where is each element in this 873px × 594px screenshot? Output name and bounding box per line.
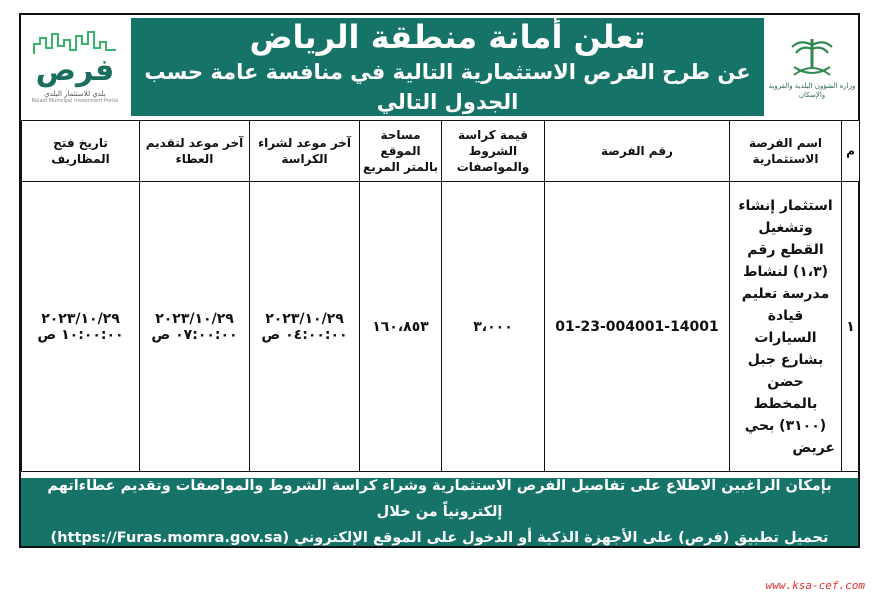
title-banner <box>131 18 764 116</box>
furas-tagline: بلدي للاستثمار البلدي <box>44 90 106 98</box>
booklet-value: ٣،٠٠٠ <box>442 182 545 472</box>
furas-logo-text: فرص <box>35 53 115 88</box>
opportunity-number: 01-23-004001-14001 <box>545 182 730 472</box>
table-row <box>22 182 860 472</box>
booklet-deadline: ٢٠٢٣/١٠/٢٩ ٠٤:٠٠:٠٠ ص <box>250 182 360 472</box>
col-booklet-deadline: آخر موعد لشراء الكراسة <box>250 121 360 182</box>
ministry-logo <box>766 15 858 119</box>
furas-logo <box>21 15 129 119</box>
ministry-name: وزارة الشؤون البلدية والقروية والإسكان <box>768 81 856 99</box>
row-index: ١ <box>842 182 860 472</box>
palm-swords-icon <box>788 35 836 79</box>
col-opportunity-number: رقم الفرصة <box>545 121 730 182</box>
opportunity-name: استثمار إنشاء وتشغيل القطع رقم (١،٣) لنشاط مدرسة تعليم قيادة السيارات بشارع جبل حضن بالمخطط (٣١٠٠) بحي عريض <box>730 182 842 472</box>
ad-title: تعلن أمانة منطقة الرياض <box>249 18 646 56</box>
col-index: م <box>842 121 860 182</box>
ad-header <box>21 15 858 119</box>
ad-subtitle: عن طرح الفرص الاستثمارية التالية في منافسة عامة حسب الجدول التالي <box>144 60 751 114</box>
footer-banner <box>21 478 858 546</box>
footer-line-2: تحميل تطبيق (فرص) على الأجهزة الذكية أو الدخول على الموقع الإلكتروني (https://Furas.momra.gov.sa) <box>50 530 829 546</box>
col-bid-deadline: آخر موعد لتقديم العطاء <box>140 121 250 182</box>
source-watermark: www.ksa-cef.com <box>765 579 865 592</box>
footer-line-1: بإمكان الراغبين الاطلاع على تفاصيل الفرص الاستثمارية وشراء كراسة الشروط والمواصفات وتقديم عطاءاتهم إلكترونياً من خلال <box>47 478 832 520</box>
opening-date: ٢٠٢٣/١٠/٢٩ ١٠:٠٠:٠٠ ص <box>22 182 140 472</box>
col-booklet-value: قيمة كراسة الشروط والمواصفات <box>442 121 545 182</box>
opportunities-table <box>21 120 860 472</box>
bid-deadline: ٢٠٢٣/١٠/٢٩ ٠٧:٠٠:٠٠ ص <box>140 182 250 472</box>
col-site-area: مساحة الموقع بالمتر المربع <box>360 121 442 182</box>
table-header-row <box>22 121 860 182</box>
col-opportunity-name: اسم الفرصة الاستثمارية <box>730 121 842 182</box>
col-opening-date: تاريخ فتح المظاريف <box>22 121 140 182</box>
furas-tagline-en: Baladi Municipal Investment Portal <box>31 98 119 104</box>
site-area: ١٦٠،٨٥٣ <box>360 182 442 472</box>
